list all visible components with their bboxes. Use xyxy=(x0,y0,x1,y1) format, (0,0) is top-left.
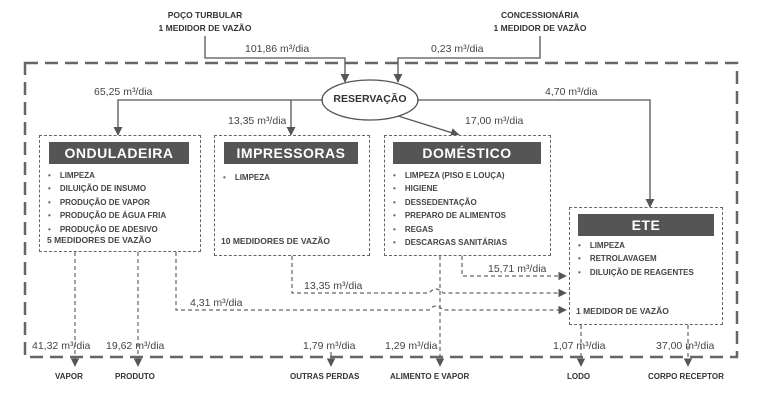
flow-utility-in: 0,23 m³/dia xyxy=(431,43,484,55)
flow-onduladeira-to-ete: 4,31 m³/dia xyxy=(190,297,243,309)
out-vapor-label: VAPOR xyxy=(55,372,83,381)
out-perdas-label: OUTRAS PERDAS xyxy=(290,372,360,381)
list-item: • DILUIÇÃO DE REAGENTES xyxy=(578,266,694,279)
ete-meters: 1 MEDIDOR DE VAZÃO xyxy=(576,306,669,316)
ete-title: ETE xyxy=(578,214,714,236)
list-item: • DESSEDENTAÇÃO xyxy=(393,196,507,209)
flow-domestico-to-ete: 15,71 m³/dia xyxy=(488,263,547,275)
list-item: • LIMPEZA (PISO E LOUÇA) xyxy=(393,169,507,182)
flow-line-onduladeira xyxy=(118,100,323,135)
utility-source-meter: 1 MEDIDOR DE VAZÃO xyxy=(493,23,587,33)
list-item: • PRODUÇÃO DE ADESIVO xyxy=(48,223,166,236)
flow-to-impressoras: 13,35 m³/dia xyxy=(228,115,287,127)
out-alimento-label: ALIMENTO E VAPOR xyxy=(390,372,470,381)
onduladeira-meters: 5 MEDIDORES DE VAZÃO xyxy=(47,235,152,245)
utility-source xyxy=(482,9,598,35)
out-alimento-value: 1,29 m³/dia xyxy=(385,340,438,352)
impressoras-list xyxy=(223,171,270,184)
list-item: • LIMPEZA xyxy=(578,239,694,252)
well-source xyxy=(150,9,260,35)
out-corpo-label: CORPO RECEPTOR xyxy=(648,372,724,381)
flow-line-domestico xyxy=(398,116,459,135)
out-produto-value: 19,62 m³/dia xyxy=(106,340,165,352)
out-produto-label: PRODUTO xyxy=(115,372,155,381)
flow-to-onduladeira: 65,25 m³/dia xyxy=(94,86,153,98)
impressoras-box xyxy=(214,135,370,256)
list-item: • DESCARGAS SANITÁRIAS xyxy=(393,236,507,249)
out-corpo-value: 37,00 m³/dia xyxy=(656,340,715,352)
ete-list xyxy=(578,239,694,279)
onduladeira-title: ONDULADEIRA xyxy=(49,142,189,164)
flow-well-in: 101,86 m³/dia xyxy=(245,43,310,55)
flow-to-domestico: 17,00 m³/dia xyxy=(465,115,524,127)
list-item: • HIGIENE xyxy=(393,182,507,195)
list-item: • DILUIÇÃO DE INSUMO xyxy=(48,182,166,195)
well-source-meter: 1 MEDIDOR DE VAZÃO xyxy=(158,23,252,33)
onduladeira-list xyxy=(48,169,166,236)
domestico-title: DOMÉSTICO xyxy=(393,142,541,164)
utility-source-title: CONCESSIONÁRIA xyxy=(501,10,579,20)
list-item: • REGAS xyxy=(393,223,507,236)
impressoras-title: IMPRESSORAS xyxy=(224,142,358,164)
list-item: • PRODUÇÃO DE ÁGUA FRIA xyxy=(48,209,166,222)
list-item: • PRODUÇÃO DE VAPOR xyxy=(48,196,166,209)
well-source-title: POÇO TURBULAR xyxy=(167,10,243,20)
list-item: • LIMPEZA xyxy=(223,171,270,184)
out-vapor-value: 41,32 m³/dia xyxy=(32,340,91,352)
reservation-label: RESERVAÇÃO xyxy=(333,93,407,105)
list-item: • LIMPEZA xyxy=(48,169,166,182)
out-perdas-value: 1,79 m³/dia xyxy=(303,340,356,352)
domestico-box xyxy=(384,135,551,256)
list-item: • RETROLAVAGEM xyxy=(578,252,694,265)
impressoras-meters: 10 MEDIDORES DE VAZÃO xyxy=(221,236,330,246)
onduladeira-box xyxy=(39,135,201,252)
out-lodo-label: LODO xyxy=(567,372,591,381)
out-lodo-value: 1,07 m³/dia xyxy=(553,340,606,352)
list-item: • PREPARO DE ALIMENTOS xyxy=(393,209,507,222)
ete-box xyxy=(569,207,723,325)
flow-impressoras-to-ete: 13,35 m³/dia xyxy=(304,280,363,292)
flow-to-ete: 4,70 m³/dia xyxy=(545,86,598,98)
domestico-list xyxy=(393,169,507,249)
